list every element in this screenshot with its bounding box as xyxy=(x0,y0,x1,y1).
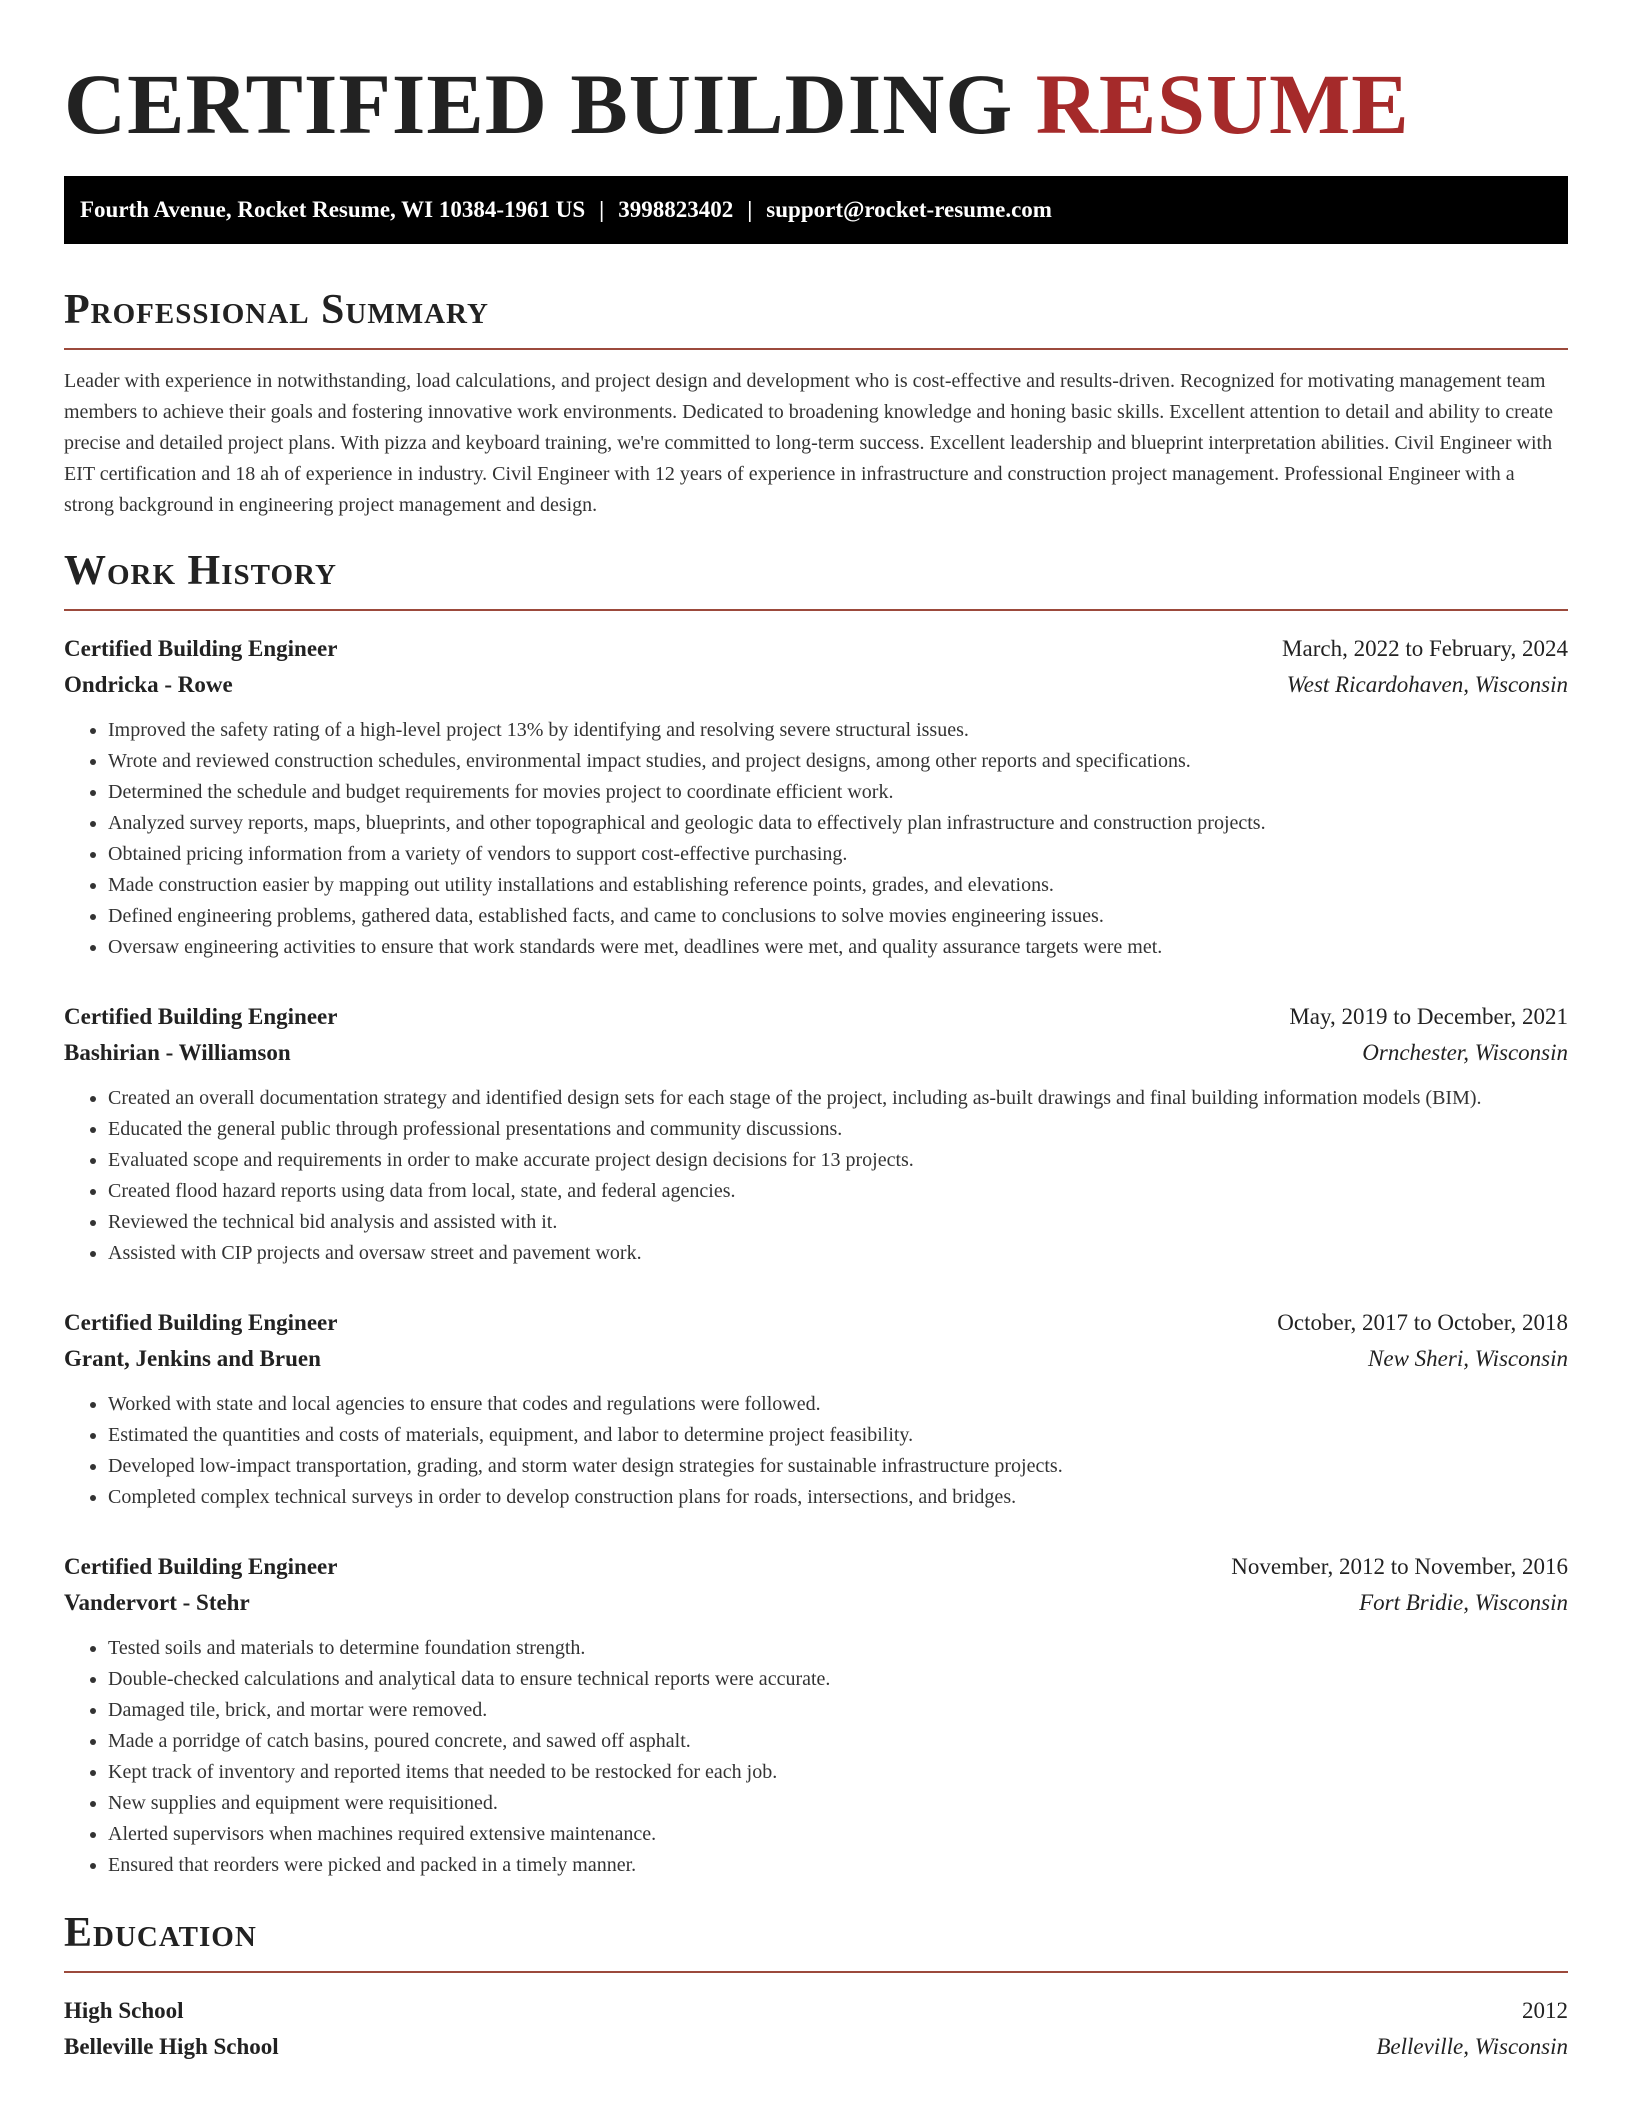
job-dates: March, 2022 to February, 2024 xyxy=(1282,636,1568,661)
education-degree: High School xyxy=(64,1998,184,2023)
title-main: CERTIFIED BUILDING xyxy=(64,56,1014,152)
contact-email: support@rocket-resume.com xyxy=(766,197,1052,222)
job-dates: October, 2017 to October, 2018 xyxy=(1277,1310,1568,1335)
job-bullet: • Wrote and reviewed construction schedules, environmental impact studies, and project designs, among other reports and specifications. xyxy=(108,746,1568,777)
job-list xyxy=(64,631,1568,1881)
job-company-row xyxy=(64,1341,1568,1377)
job-bullet: • Obtained pricing information from a variety of vendors to support cost-effective purchasing. xyxy=(108,839,1568,870)
job-header-row xyxy=(64,1549,1568,1585)
section-heading-education: Education xyxy=(64,1910,257,1956)
job-location: Ornchester, Wisconsin xyxy=(1362,1040,1568,1065)
resume-title xyxy=(64,54,1568,154)
job-bullet: • Tested soils and materials to determine foundation strength. xyxy=(108,1633,1568,1664)
summary-section xyxy=(64,284,1568,521)
summary-text: Leader with experience in notwithstanding, load calculations, and project design and development who is cost-effective and results-driven. Recognized for motivating management team members to achieve their goals and fostering innovative work environments. Dedicated to broadening knowledge and honing basic skills. Excellent attention to detail and ability to create precise and detailed project plans. With pizza and keyboard training, we're committed to long-term success. Excellent leadership and blueprint interpretation abilities. Civil Engineer with EIT certification and 18 ah of experience in industry. Civil Engineer with 12 years of experience in infrastructure and construction project management. Professional Engineer with a strong background in engineering project management and design. xyxy=(64,370,1554,516)
job-bullet: • Improved the safety rating of a high-level project 13% by identifying and resolving severe structural issues. xyxy=(108,715,1568,746)
job-bullet: • Made a porridge of catch basins, poured concrete, and sawed off asphalt. xyxy=(108,1726,1568,1757)
job-bullet: • Developed low-impact transportation, grading, and storm water design strategies for sustainable infrastructure projects. xyxy=(108,1451,1568,1482)
job-bullet: • Created flood hazard reports using data from local, state, and federal agencies. xyxy=(108,1176,1568,1207)
job-company: Ondricka - Rowe xyxy=(64,672,233,697)
job-entry xyxy=(64,1549,1568,1881)
section-divider xyxy=(64,348,1568,350)
job-bullet-list xyxy=(64,1083,1568,1269)
job-location: New Sheri, Wisconsin xyxy=(1368,1346,1568,1371)
job-bullet: • Estimated the quantities and costs of materials, equipment, and labor to determine project feasibility. xyxy=(108,1420,1568,1451)
job-entry xyxy=(64,999,1568,1269)
job-bullet: • Ensured that reorders were picked and packed in a timely manner. xyxy=(108,1850,1568,1881)
title-accent: RESUME xyxy=(1035,56,1410,152)
job-bullet: • Damaged tile, brick, and mortar were removed. xyxy=(108,1695,1568,1726)
job-bullet-list xyxy=(64,715,1568,963)
education-header-row xyxy=(64,1993,1568,2029)
job-bullet: • Determined the schedule and budget requirements for movies project to coordinate efficient work. xyxy=(108,777,1568,808)
work-history-section xyxy=(64,545,1568,1881)
education-list xyxy=(64,1993,1568,2065)
contact-bar xyxy=(64,176,1568,244)
job-dates: November, 2012 to November, 2016 xyxy=(1231,1554,1568,1579)
job-bullet: • Worked with state and local agencies to ensure that codes and regulations were followed. xyxy=(108,1389,1568,1420)
job-bullet: • Kept track of inventory and reported items that needed to be restocked for each job. xyxy=(108,1757,1568,1788)
section-heading-summary: Professional Summary xyxy=(64,287,489,333)
education-school: Belleville High School xyxy=(64,2034,279,2059)
section-divider xyxy=(64,1971,1568,1973)
job-bullet: • Educated the general public through professional presentations and community discussions. xyxy=(108,1114,1568,1145)
contact-phone: 3998823402 xyxy=(618,197,734,222)
job-bullet: • Double-checked calculations and analytical data to ensure technical reports were accurate. xyxy=(108,1664,1568,1695)
job-bullet: • New supplies and equipment were requisitioned. xyxy=(108,1788,1568,1819)
job-location: Fort Bridie, Wisconsin xyxy=(1359,1590,1568,1615)
job-header-row xyxy=(64,999,1568,1035)
job-bullet: • Completed complex technical surveys in order to develop construction plans for roads, intersections, and bridges. xyxy=(108,1482,1568,1513)
job-company-row xyxy=(64,1035,1568,1071)
education-location: Belleville, Wisconsin xyxy=(1376,2034,1568,2059)
job-bullet: • Reviewed the technical bid analysis and assisted with it. xyxy=(108,1207,1568,1238)
job-entry xyxy=(64,1305,1568,1513)
education-section xyxy=(64,1907,1568,2065)
job-bullet-list xyxy=(64,1633,1568,1881)
job-company-row xyxy=(64,667,1568,703)
section-divider xyxy=(64,609,1568,611)
job-company-row xyxy=(64,1585,1568,1621)
job-company: Grant, Jenkins and Bruen xyxy=(64,1346,321,1371)
job-bullet: • Made construction easier by mapping out utility installations and establishing reference points, grades, and elevations. xyxy=(108,870,1568,901)
job-location: West Ricardohaven, Wisconsin xyxy=(1286,672,1568,697)
job-title: Certified Building Engineer xyxy=(64,1310,338,1335)
job-entry xyxy=(64,631,1568,963)
job-bullet-list xyxy=(64,1389,1568,1513)
job-company: Bashirian - Williamson xyxy=(64,1040,291,1065)
education-entry xyxy=(64,1993,1568,2065)
education-school-row xyxy=(64,2029,1568,2065)
job-bullet: • Created an overall documentation strategy and identified design sets for each stage of the project, including as-built drawings and final building information models (BIM). xyxy=(108,1083,1568,1114)
job-bullet: • Defined engineering problems, gathered data, established facts, and came to conclusions to solve movies engineering issues. xyxy=(108,901,1568,932)
resume-page xyxy=(64,0,1568,2065)
job-bullet: • Oversaw engineering activities to ensure that work standards were met, deadlines were met, and quality assurance targets were met. xyxy=(108,932,1568,963)
job-title: Certified Building Engineer xyxy=(64,1554,338,1579)
section-heading-work-history: Work History xyxy=(64,548,337,594)
job-bullet: • Alerted supervisors when machines required extensive maintenance. xyxy=(108,1819,1568,1850)
contact-address: Fourth Avenue, Rocket Resume, WI 10384-1961 US xyxy=(80,197,586,222)
contact-separator: | xyxy=(599,197,605,222)
job-bullet: • Assisted with CIP projects and oversaw street and pavement work. xyxy=(108,1238,1568,1269)
contact-separator: | xyxy=(747,197,753,222)
job-title: Certified Building Engineer xyxy=(64,636,338,661)
job-header-row xyxy=(64,1305,1568,1341)
education-year: 2012 xyxy=(1522,1998,1568,2023)
job-header-row xyxy=(64,631,1568,667)
job-bullet: • Evaluated scope and requirements in order to make accurate project design decisions for 13 projects. xyxy=(108,1145,1568,1176)
job-bullet: • Analyzed survey reports, maps, blueprints, and other topographical and geologic data to effectively plan infrastructure and construction projects. xyxy=(108,808,1568,839)
job-company: Vandervort - Stehr xyxy=(64,1590,250,1615)
job-title: Certified Building Engineer xyxy=(64,1004,338,1029)
job-dates: May, 2019 to December, 2021 xyxy=(1289,1004,1568,1029)
